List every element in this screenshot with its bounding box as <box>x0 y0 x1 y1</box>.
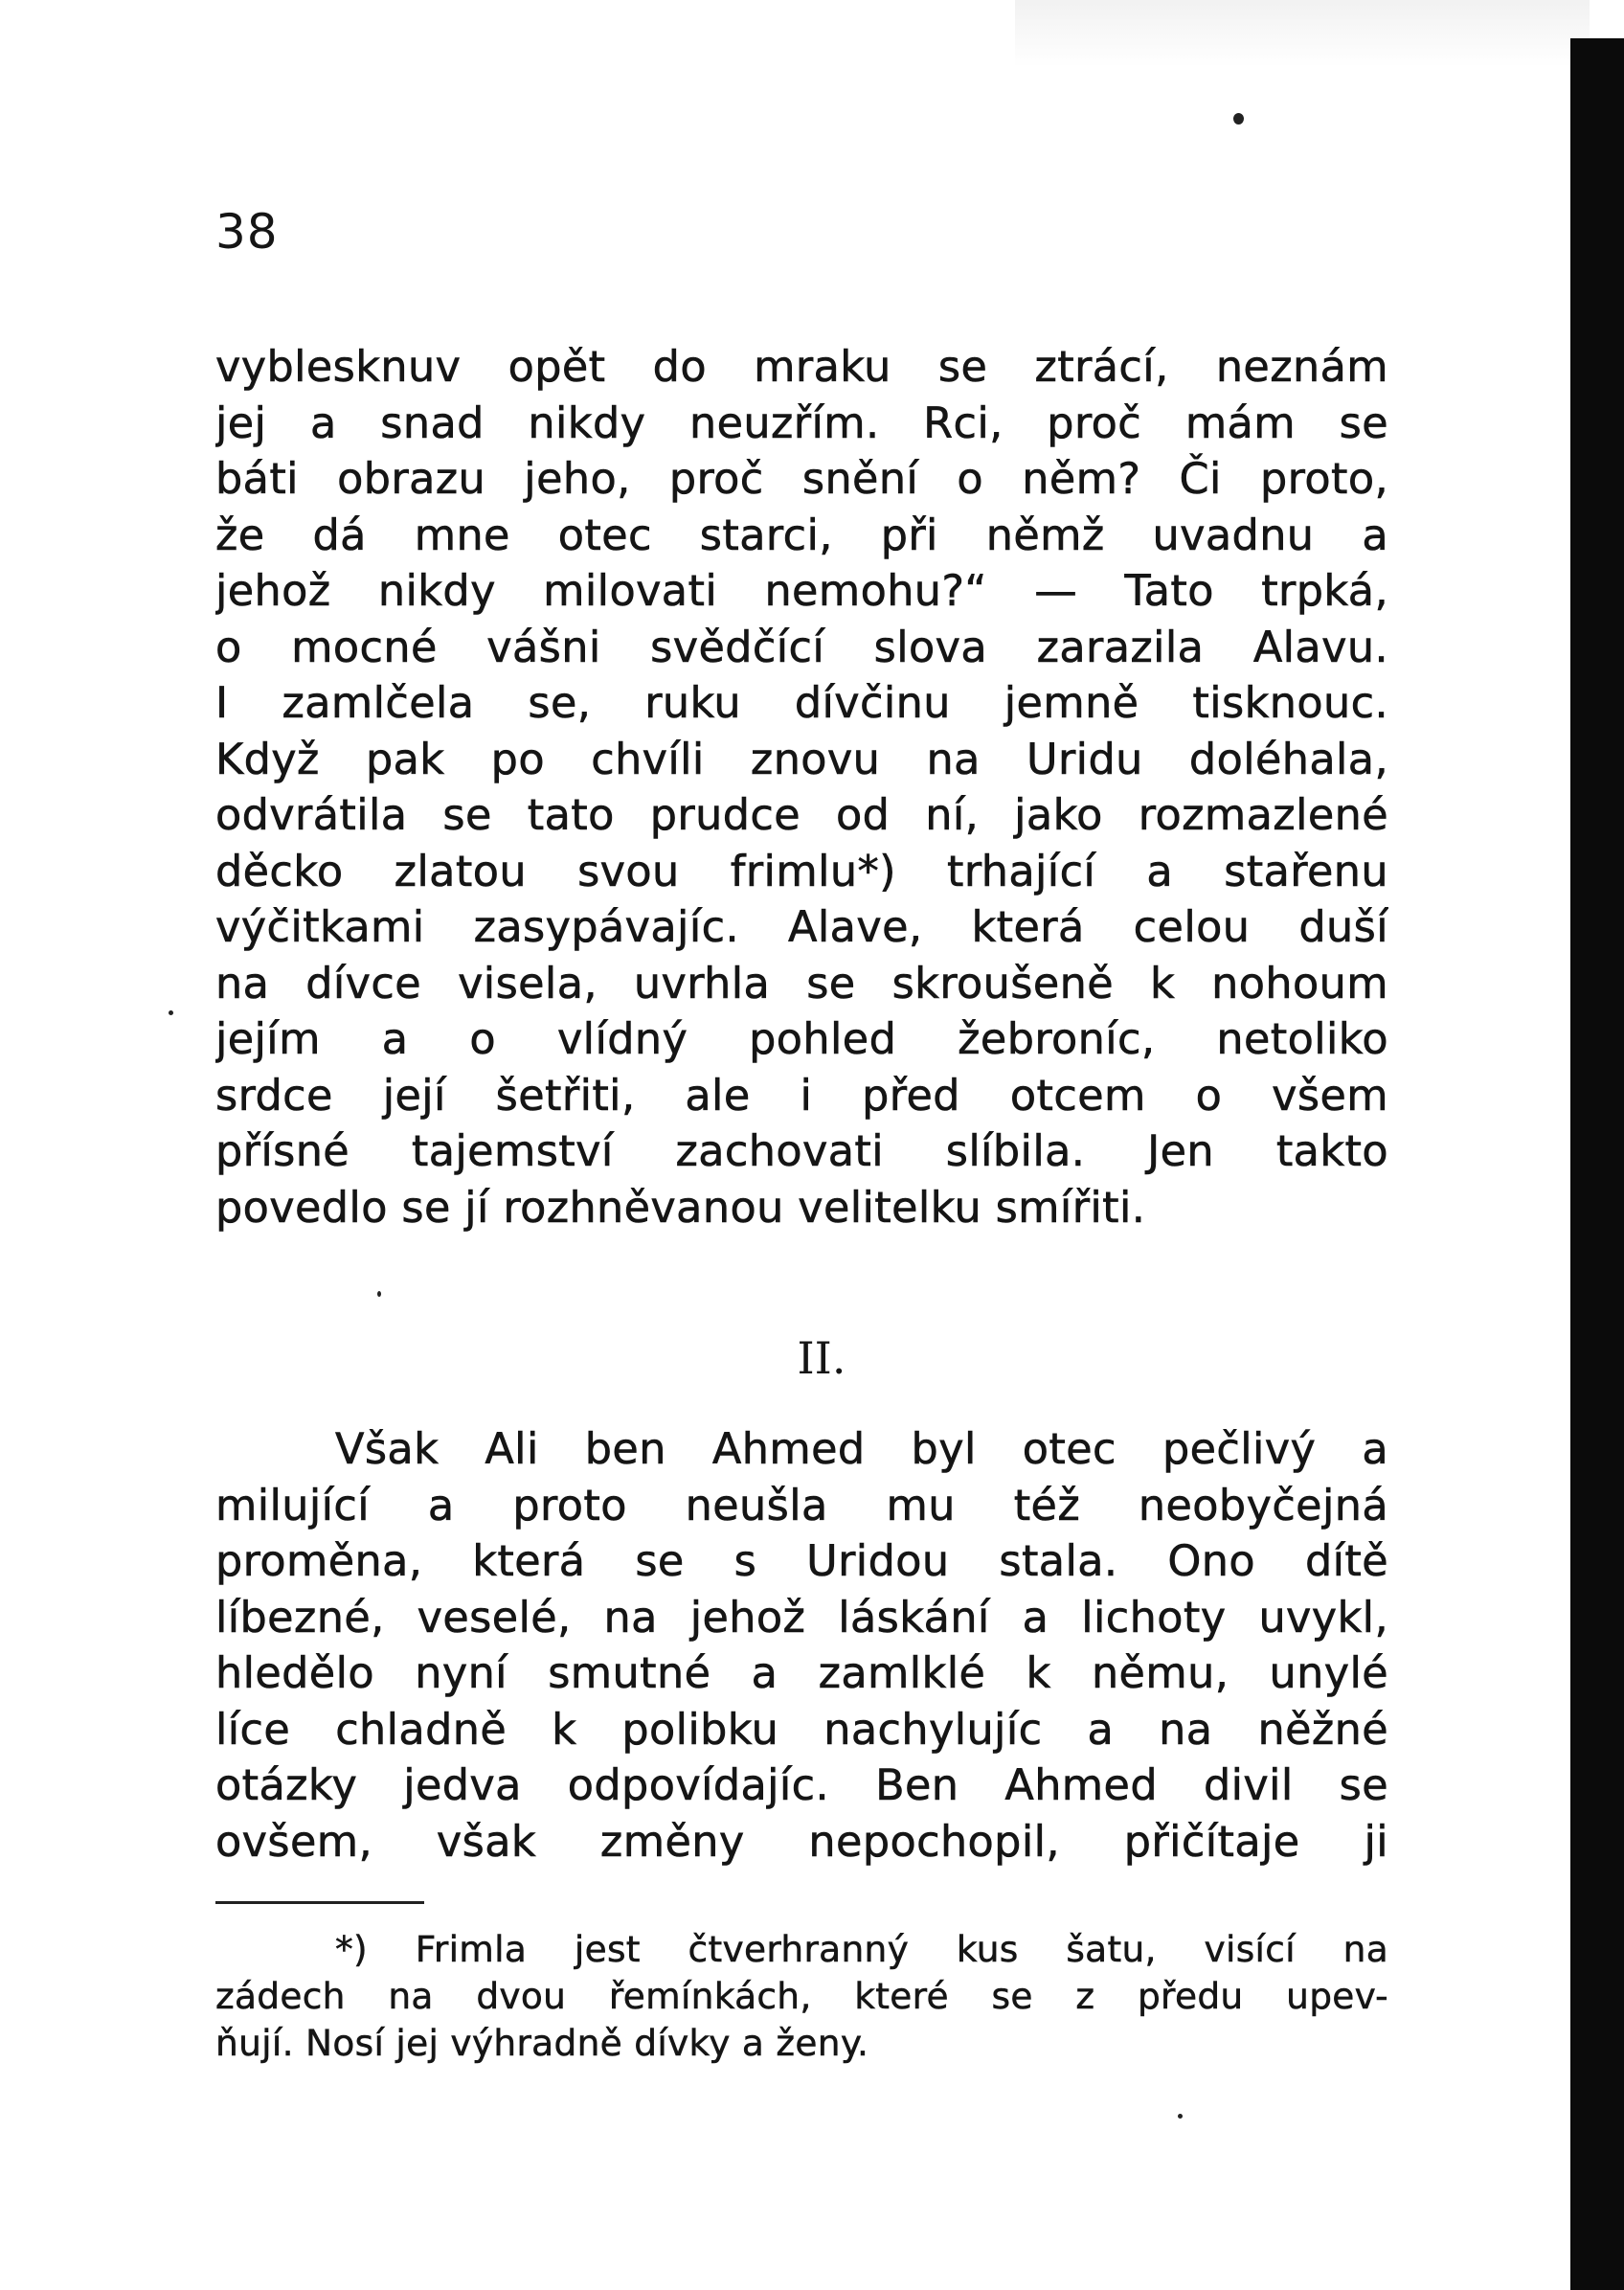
text-line: jejím a o vlídný pohled žebroníc, netoliko <box>215 1015 1388 1064</box>
print-speck <box>377 1291 381 1297</box>
text-line: přísné tajemství zachovati slíbila. Jen takto <box>215 1127 1388 1176</box>
scan-dark-edge <box>1570 38 1624 2290</box>
footnote-line: *) Frimla jest čtverhranný kus šatu, visící na <box>335 1928 1388 1970</box>
text-line: I zamlčela se, ruku dívčinu jemně tisknouc. <box>215 679 1388 728</box>
section-heading: II. <box>797 1332 846 1384</box>
print-speck <box>1233 113 1244 125</box>
footnote-line: ňují. Nosí jej výhradně dívky a ženy. <box>215 2022 869 2064</box>
text-line: výčitkami zasypávajíc. Alave, která celou duší <box>215 903 1388 952</box>
text-line: ovšem, však změny nepochopil, přičítaje ji <box>215 1817 1388 1867</box>
text-line: proměna, která se s Uridou stala. Ono dítě <box>215 1537 1388 1586</box>
page-number: 38 <box>215 204 279 260</box>
footnote <box>215 1926 1388 2067</box>
scan-smudge <box>1015 0 1590 67</box>
text-line: odvrátila se tato prudce od ní, jako rozmazlené <box>215 791 1388 840</box>
text-line: hledělo nyní smutné a zamlklé k němu, unylé <box>215 1649 1388 1698</box>
body-paragraph-1 <box>215 340 1388 1236</box>
body-paragraph-2 <box>215 1422 1388 1871</box>
text-line: líce chladně k polibku nachylujíc a na něžné <box>215 1705 1388 1755</box>
text-line: srdce její šetřiti, ale i před otcem o všem <box>215 1071 1388 1121</box>
print-speck <box>169 1010 173 1015</box>
text-line: jehož nikdy milovati nemohu?“ — Tato trpká, <box>215 567 1388 616</box>
footnote-line: zádech na dvou řemínkách, které se z předu upev- <box>215 1975 1388 2017</box>
text-line: povedlo se jí rozhněvanou velitelku smířiti. <box>215 1183 1146 1233</box>
print-speck <box>1178 2114 1183 2119</box>
text-line: otázky jedva odpovídajíc. Ben Ahmed divil se <box>215 1761 1388 1810</box>
text-line: Však Ali ben Ahmed byl otec pečlivý a <box>335 1425 1388 1474</box>
footnote-divider <box>215 1901 424 1904</box>
text-line: báti obrazu jeho, proč snění o něm? Či proto, <box>215 455 1388 504</box>
text-line: milující a proto neušla mu též neobyčejná <box>215 1481 1388 1530</box>
text-line: děcko zlatou svou frimlu*) trhající a stařenu <box>215 847 1388 896</box>
text-line: že dá mne otec starci, při němž uvadnu a <box>215 510 1388 560</box>
text-line: o mocné vášni svědčící slova zarazila Alavu. <box>215 623 1388 672</box>
text-line: vyblesknuv opět do mraku se ztrácí, neznám <box>215 343 1388 392</box>
text-line: Když pak po chvíli znovu na Uridu doléhala, <box>215 735 1388 784</box>
text-line: jej a snad nikdy neuzřím. Rci, proč mám se <box>215 398 1388 448</box>
text-line: na dívce visela, uvrhla se skroušeně k nohoum <box>215 959 1388 1009</box>
text-line: líbezné, veselé, na jehož láskání a lichoty uvykl, <box>215 1593 1388 1643</box>
